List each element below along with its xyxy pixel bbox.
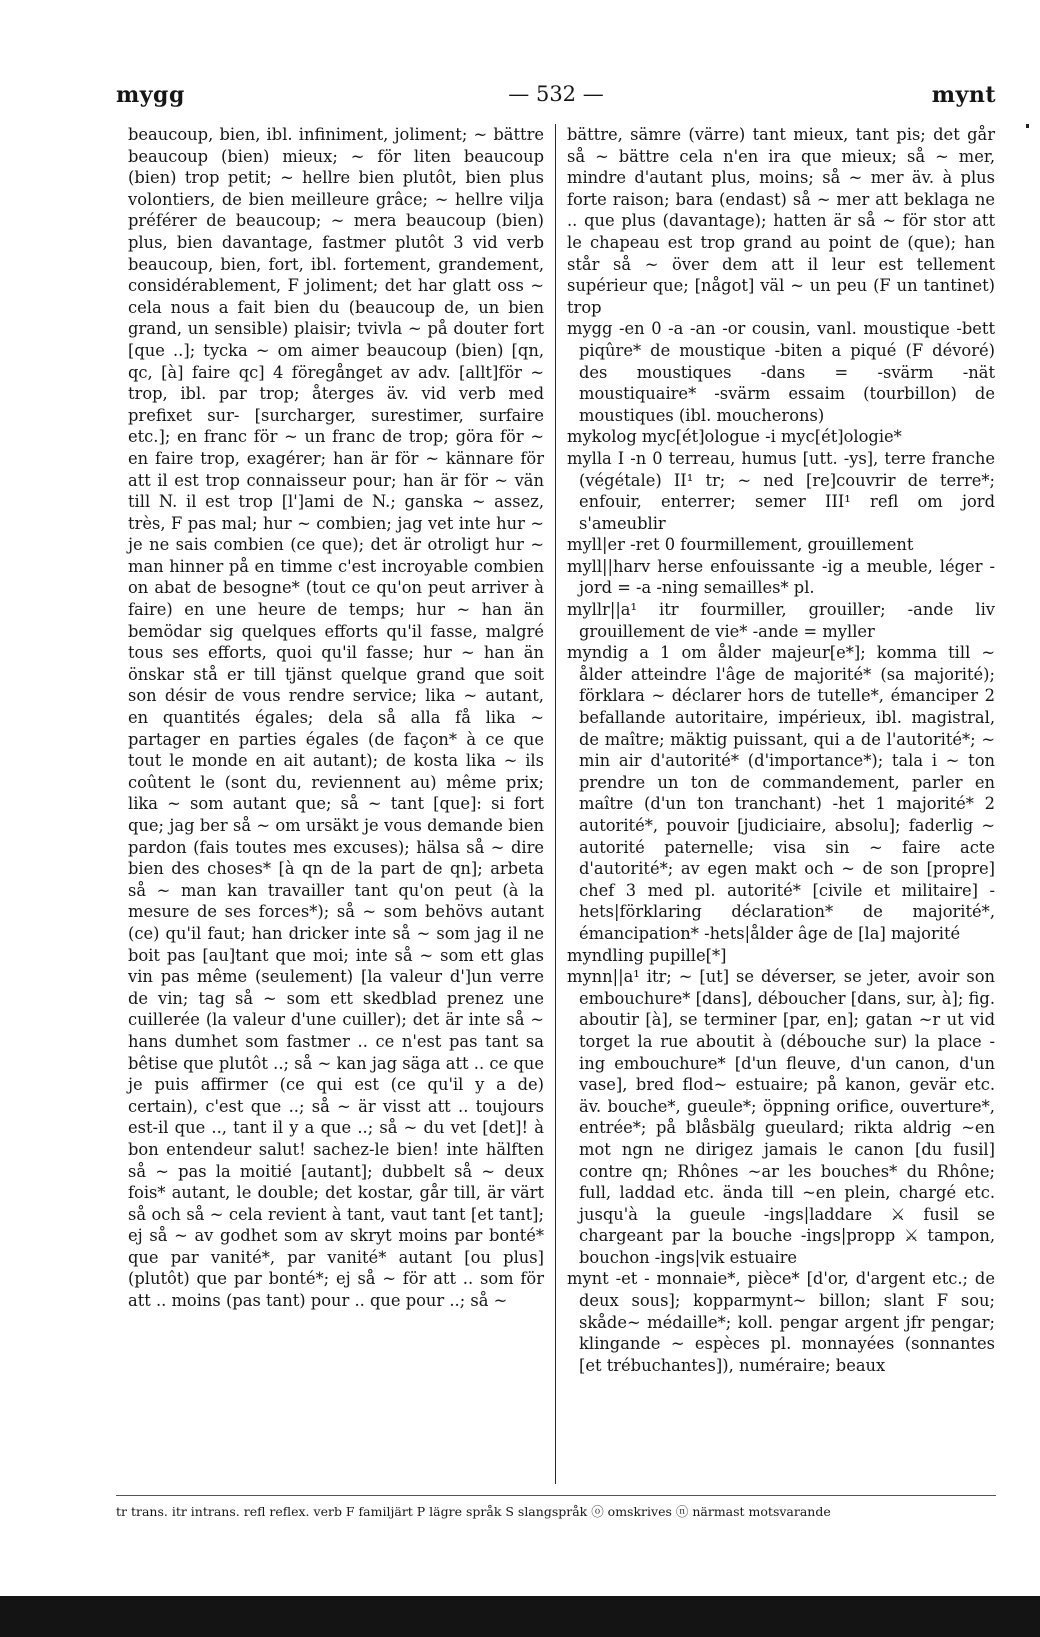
margin-mark (1026, 124, 1029, 128)
entry-mylla: mylla I -n 0 terreau, humus [utt. -ys], terre franche (végétale) II¹ tr; ~ ned [re]couvrir de terre*; enfouir, enterrer; semer III¹ refl om jord s'ameublir (567, 448, 995, 533)
right-column (567, 124, 995, 1376)
entry-mykolog: mykolog myc[ét]ologue -i myc[ét]ologie* (567, 427, 902, 447)
entry-mygg: mygg -en 0 -a -an -or cousin, vanl. moustique -bett piqûre* de moustique -biten a piqué (F dévoré) des moustiques -dans = -svärm -nät moustiquaire* -svärm essaim (tourbillon) de moustiques (ibl. moucherons) (567, 319, 995, 425)
abbreviation-legend: tr trans. itr intrans. refl reflex. verb F familjärt P lägre språk S slangspråk ⓞ omskrives ⓝ närmast motsvarande (116, 1504, 831, 1519)
entry-myndling: myndling pupille[*] (567, 945, 727, 965)
entry-continuation: beaucoup, bien, ibl. infiniment, joliment; ~ bättre beaucoup (bien) mieux; ~ för liten beaucoup (bien) trop petit; ~ hellre bien plutôt, bien plus volontiers, de bien meilleure grâce; ~ hellre vilja préférer de beaucoup; ~ mera beaucoup (bien) plus, bien davantage, fastmer plutôt 3 vid verb beaucoup, bien, fort, ibl. fortement, grandement, considérablement, F joliment; det har glatt oss ~ cela nous a fait bien du (beaucoup de, un bien grand, un sensible) plaisir; tvivla ~ på douter fort [que ..]; tycka ~ om aimer beaucoup (bien) [qn, qc, [à] faire qc] 4 föregånget av adv. [allt]för ~ trop, ibl. par trop; återges äv. vid verb med prefixet sur- [surcharger, surestimer, surfaire etc.]; en franc för ~ un franc de trop; göra för ~ en faire trop, exagérer; han är för ~ kännare för att il est trop connaisseur pour; han är för ~ vän till N. il est trop [l']ami de N.; ganska ~ assez, très, F pas mal; hur ~ combien; jag vet inte hur ~ je ne sais combien (ce que); det är otroligt hur ~ man hinner på en timme c'est incroyable combien on abat de besogne* (tout ce qu'on peut arriver à faire) en une heure de temps; hur ~ han än bemödar sig quelques efforts qu'il fasse, malgré tous ses efforts, quoi qu'il fasse; hur ~ han än önskar stå er till tjänst quelque grand que soit son désir de vous rendre service; lika ~ autant, en quantités égales; dela så alla få lika ~ partager en parties égales (de façon* à ce que tout le monde en ait autant); de kosta lika ~ ils coûtent le (sont du, reviennent au) même prix; lika ~ som autant que; så ~ tant [que]: si fort que; jag ber så ~ om ursäkt je vous demande bien pardon (fais toutes mes excuses); hälsa så ~ dire bien des choses* [à qn de la part de qn]; arbeta så ~ man kan travailler tant qu'on peut (à la mesure de ses forces*); så ~ som behövs autant (ce) qu'il faut; han dricker inte så ~ som jag il ne boit pas [au]tant que moi; inte så ~ som ett glas vin pas même (seulement) [la valeur d']un verre de vin; tag så ~ som ett skedblad prenez une cuillerée (la valeur d'une cuiller); det är inte så ~ hans dumhet som fastmer .. ce n'est pas tant sa bêtise que plutôt ..; så ~ kan jag säga att .. ce que je puis affirmer (ce qui est (ce qu'il y a de) certain), c'est que ..; så ~ är visst att .. toujours est-il que .., tant il y a que ..; så ~ du vet [det]! à bon entendeur salut! sachez-le bien! inte hälften så ~ pas la moitié [autant]; dubbelt så ~ deux fois* autant, le double; det kostar, går till, är värt så och så ~ cela revient à tant, vaut tant [et tant]; ej så ~ av godhet som av skryt moins par bonté* que par vanité*, par vanité* autant [ou plus] (plutôt) que par bonté*; ej så ~ för att .. som för att .. moins (pas tant) pour .. que pour ..; så ~ (128, 125, 544, 1311)
running-head (116, 82, 996, 116)
entry-myndig: myndig a 1 om ålder majeur[e*]; komma till ~ ålder atteindre l'âge de majorité* (sa majorité); förklara ~ déclarer hors de tutelle*, émanciper 2 befallande autoritaire, impérieux, ibl. magistral, de maître; mäktig puissant, qui a de l'autorité*; ~ min air d'autorité* (d'importance*); tala i ~ ton prendre un ton de commandement, parler en maître (d'un ton tranchant) -het 1 majorité* 2 autorité*, pouvoir [judiciaire, absolu]; faderlig ~ autorité paternelle; visa sin ~ faire acte d'autorité*; av egen makt och ~ de son [propre] chef 3 med pl. autorité* [civile et militaire] -hets|förklaring déclaration* de majorité*, émancipation* -hets|ålder âge de [la] majorité (567, 643, 995, 943)
entry-mynna: mynn||a¹ itr; ~ [ut] se déverser, se jeter, avoir son embouchure* [dans], déboucher [dans, sur, à]; fig. aboutir [à], se terminer [par, en]; gatan ~r ut vid torget la rue aboutit à (débouche sur) la place -ing embouchure* [d'un fleuve, d'un canon, d'un vase], bred flod~ estuaire; på kanon, gevär etc. äv. bouche*, gueule*; öppning orifice, ouverture*, entrée*; på blåsbälg gueulard; rikta aldrig ~en mot ngn ne dirigez jamais le canon [du fusil] contre qn; Rhônes ~ar les bouches* du Rhône; full, laddad etc. ända till ~en plein, chargé etc. jusqu'à la gueule -ings|laddare ⚔ fusil se chargeant par la bouche -ings|propp ⚔ tampon, bouchon -ings|vik estuaire (567, 967, 995, 1267)
scan-edge (0, 1596, 1040, 1637)
guide-word-left: mygg (116, 82, 185, 108)
entry-myllharv: myll||harv herse enfouissante -ig a meuble, léger -jord = -a -ning semailles* pl. (567, 556, 995, 598)
footer-rule (116, 1495, 996, 1496)
entry-myller: myll|er -ret 0 fourmillement, grouillement (567, 535, 914, 555)
page-number: — 532 — (508, 82, 604, 106)
entry-mynt: mynt -et - monnaie*, pièce* [d'or, d'argent etc.; de deux sous]; kopparmynt~ billon; slant F sou; skåde~ médaille*; koll. pengar argent jfr pengar; klingande ~ espèces pl. monnayées (sonnantes [et trébuchantes]), numéraire; beaux (567, 1269, 995, 1375)
guide-word-right: mynt (931, 82, 996, 108)
column-divider (555, 124, 556, 1484)
entry-continuation: bättre, sämre (värre) tant mieux, tant pis; det går så ~ bättre cela n'en ira que mieux; så ~ mer, mindre d'autant plus, moins; så ~ mer äv. à plus forte raison; bara (endast) så ~ mer att beklaga ne .. que plus (davantage); hatten är så ~ för stor att le chapeau est trop grand au point de (que); han står så ~ över dem att il leur est tellement supérieur que; [något] väl ~ un peu (F un tantinet) trop (567, 125, 995, 317)
entry-myllra: myllr||a¹ itr fourmiller, grouiller; -ande liv grouillement de vie* -ande = myller (567, 600, 995, 641)
left-column (128, 124, 544, 1312)
